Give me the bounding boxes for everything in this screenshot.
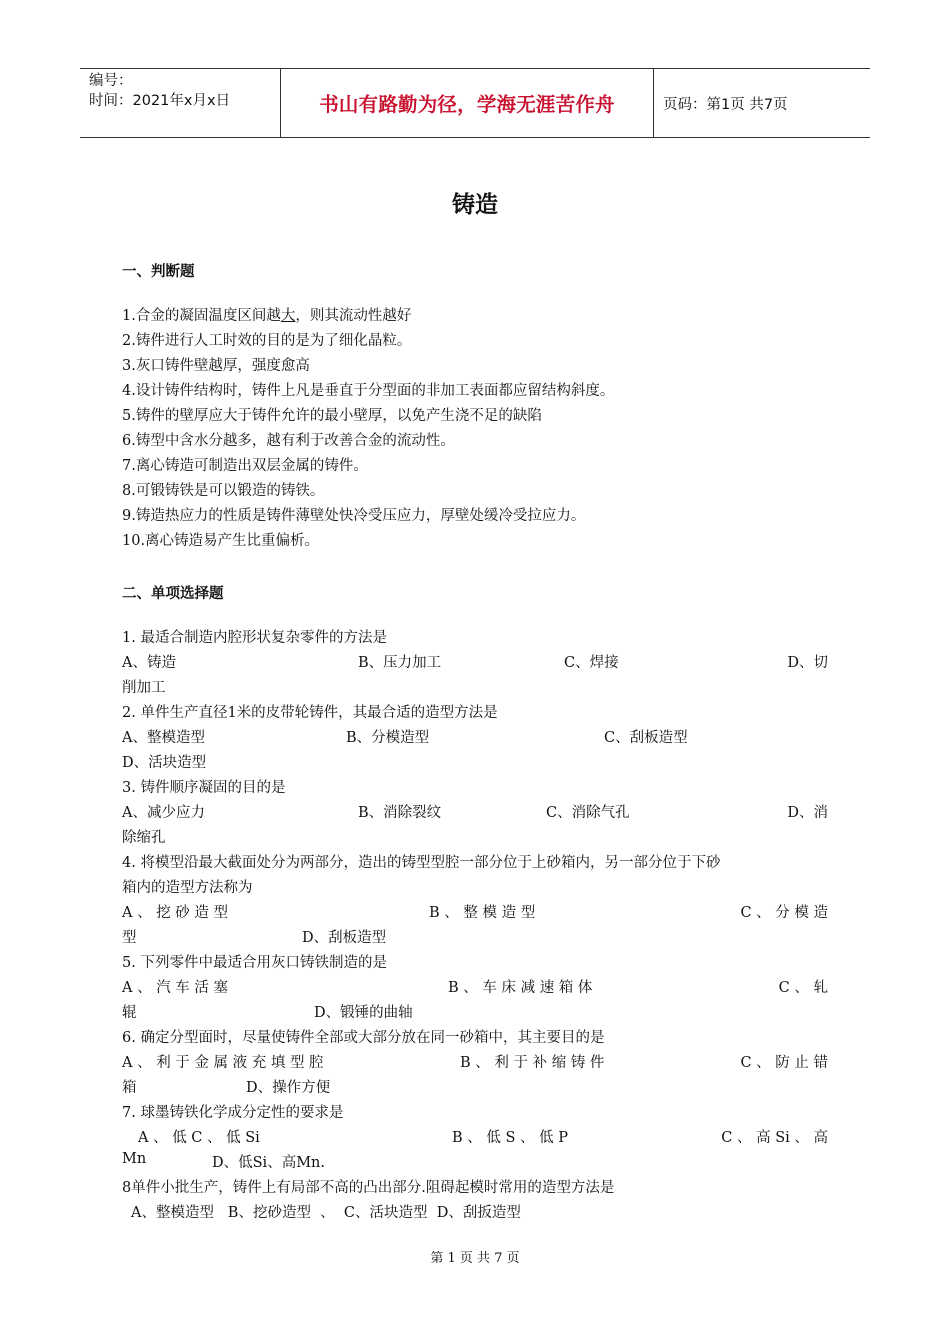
mc-q6-option-d: D、操作方便 — [246, 1080, 331, 1096]
mc-q6-option-c: C 、 防 止 错 — [740, 1055, 828, 1071]
header-page-label: 页码：第1页 共7页 — [663, 96, 788, 113]
mc-q2-option-a: A、整模造型 — [122, 730, 205, 746]
section-heading-true-false: 一、判断题 — [122, 264, 195, 280]
mc-q5-option-c: C 、 轧 — [778, 980, 828, 996]
mc-q8-options: A、整模造型 B、挖砂造型 、 C、活块造型 D、刮扳造型 — [131, 1205, 521, 1221]
mc-q5-option-d: D、锻锤的曲轴 — [314, 1005, 413, 1021]
mc-q4-option-c-cont: 型 — [122, 930, 137, 946]
mc-q3-option-a: A、减少应力 — [122, 805, 205, 821]
mc-q2-option-b: B、分模造型 — [346, 730, 430, 746]
tf-question-7: 7.离心铸造可制造出双层金属的铸件。 — [122, 458, 368, 474]
tf-question-4: 4.设计铸件结构时，铸件上凡是垂直于分型面的非加工表面都应留结构斜度。 — [122, 383, 615, 399]
mc-q4-option-b: B 、 整 模 造 型 — [429, 905, 536, 921]
header-page-cell — [654, 69, 870, 137]
tf-question-2: 2.铸件进行人工时效的目的是为了细化晶粒。 — [122, 333, 412, 349]
page-footer: 第 1 页 共 7 页 — [430, 1251, 520, 1266]
mc-q3-option-b: B、消除裂纹 — [358, 805, 442, 821]
mc-q3-stem: 3. 铸件顺序凝固的目的是 — [122, 780, 286, 796]
mc-q8-stem: 8单件小批生产，铸件上有局部不高的凸出部分.阻碍起模时常用的造型方法是 — [122, 1180, 615, 1196]
mc-q6-option-c-cont: 箱 — [122, 1080, 137, 1096]
tf-question-6: 6.铸型中含水分越多，越有利于改善合金的流动性。 — [122, 433, 455, 449]
header-table — [80, 68, 870, 138]
mc-q7-option-c-cont: Mn — [122, 1151, 147, 1167]
mc-q1-option-a: A、铸造 — [122, 655, 176, 671]
mc-q7-option-c: C 、 高 Si 、 高 — [721, 1130, 828, 1146]
document-title: 铸造 — [452, 192, 498, 218]
mc-q6-option-b: B 、 利 于 补 缩 铸 件 — [460, 1055, 605, 1071]
mc-q5-option-c-cont: 辊 — [122, 1005, 137, 1021]
mc-q1-option-d: D、切 — [787, 655, 828, 671]
mc-q5-option-a: A 、 汽 车 活 塞 — [122, 980, 229, 996]
mc-q6-stem: 6. 确定分型面时，尽量使铸件全部或大部分放在同一砂箱中，其主要目的是 — [122, 1030, 605, 1046]
mc-q1-option-b: B、压力加工 — [358, 655, 442, 671]
tf-question-8: 8.可锻铸铁是可以锻造的铸铁。 — [122, 483, 325, 499]
header-motto-cell — [281, 69, 654, 137]
document-time-label: 时间：2021年x月x日 — [89, 93, 231, 109]
mc-q2-stem: 2. 单件生产直径1米的皮带轮铸件，其最合适的造型方法是 — [122, 705, 498, 721]
mc-q7-option-a: A 、 低 C 、 低 Si — [138, 1130, 260, 1146]
tf-question-9: 9.铸造热应力的性质是铸件薄壁处快冷受压应力，厚壁处缓冷受拉应力。 — [122, 508, 586, 524]
tf-question-1: 1.合金的凝固温度区间越大，则其流动性越好 — [122, 308, 412, 324]
mc-q4-stem: 4. 将模型沿最大截面处分为两部分，造出的铸型型腔一部分位于上砂箱内，另一部分位于下砂 — [122, 855, 721, 871]
tf-question-5: 5.铸件的壁厚应大于铸件允许的最小壁厚，以免产生浇不足的缺陷 — [122, 408, 542, 424]
mc-q2-option-c: C、刮板造型 — [604, 730, 688, 746]
mc-q3-option-c: C、消除气孔 — [546, 805, 630, 821]
mc-q7-stem: 7. 球墨铸铁化学成分定性的要求是 — [122, 1105, 344, 1121]
mc-q4-option-d: D、刮板造型 — [302, 930, 387, 946]
mc-q1-stem: 1. 最适合制造内腔形状复杂零件的方法是 — [122, 630, 387, 646]
mc-q1-option-d-cont: 削加工 — [122, 680, 166, 696]
tf-question-10: 10.离心铸造易产生比重偏析。 — [122, 533, 320, 549]
mc-q4-stem-cont: 箱内的造型方法称为 — [122, 880, 253, 896]
tf-question-3: 3.灰口铸件壁越厚，强度愈高 — [122, 358, 310, 374]
mc-q5-option-b: B 、 车 床 减 速 箱 体 — [448, 980, 593, 996]
motto-text: 书山有路勤为径，学海无涯苦作舟 — [319, 93, 615, 116]
mc-q3-option-d: D、消 — [787, 805, 828, 821]
mc-q7-option-b: B 、 低 S 、 低 P — [452, 1130, 568, 1146]
mc-q7-option-d: D、低Si、高Mn. — [212, 1155, 325, 1171]
mc-q5-stem: 5. 下列零件中最适合用灰口铸铁制造的是 — [122, 955, 387, 971]
mc-q4-option-a: A 、 挖 砂 造 型 — [122, 905, 229, 921]
mc-q4-option-c: C 、 分 模 造 — [740, 905, 828, 921]
mc-q3-option-d-cont: 除缩孔 — [122, 830, 166, 846]
mc-q1-option-c: C、焊接 — [564, 655, 619, 671]
mc-q6-option-a: A 、 利 于 金 属 液 充 填 型 腔 — [122, 1055, 324, 1071]
mc-q2-option-d: D、活块造型 — [122, 755, 207, 771]
section-heading-single-choice: 二、单项选择题 — [122, 586, 224, 602]
document-number-label: 编号： — [89, 73, 133, 89]
header-info-cell — [80, 69, 281, 137]
